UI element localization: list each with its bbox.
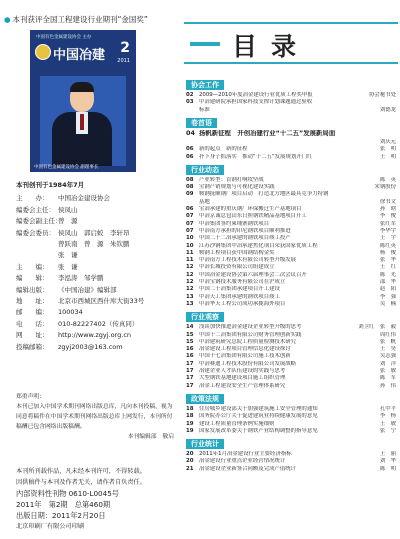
cover-caption: 中国有色金属建设协会 副理事长 bbox=[34, 165, 99, 170]
toc-page-number: 10 bbox=[186, 242, 194, 249]
toc-author: 徐书文 bbox=[379, 198, 396, 205]
magazine-logo-icon bbox=[35, 44, 51, 60]
toc-entry[interactable] bbox=[186, 154, 398, 161]
toc-author: 李 强 bbox=[379, 293, 396, 300]
toc-author: 王 宇 bbox=[379, 235, 396, 242]
toc-page-number: 07 bbox=[186, 227, 194, 234]
masthead-value: 《中国冶建》编辑部 bbox=[58, 285, 117, 294]
toc-title: 中国二十二冶承建的钢铁项目竣工投产 bbox=[199, 235, 291, 242]
toc-title: 中国十七冶集团有限公司施工技术创新 bbox=[199, 353, 291, 360]
toc-title: 冶金建设工程项目管理信息化建设探讨 bbox=[199, 346, 291, 353]
toc-author: 邵 华 bbox=[379, 279, 396, 285]
toc-entry[interactable] bbox=[186, 199, 398, 206]
masthead-row bbox=[16, 319, 176, 330]
toc-author: 张 敏 bbox=[379, 368, 396, 374]
masthead-key: 编辑出版： bbox=[16, 285, 49, 294]
toc-entry[interactable] bbox=[186, 346, 398, 353]
toc-title: 中冶华天工程公司成功承揽海外项目 bbox=[199, 300, 286, 307]
toc-page-number: 16 bbox=[186, 353, 194, 360]
toc-entry[interactable] bbox=[186, 139, 398, 146]
toc-entry[interactable] bbox=[186, 353, 398, 360]
toc-page-number: 06 bbox=[186, 206, 194, 212]
toc-page-number: 11 bbox=[186, 257, 194, 264]
toc-author: 张 华 bbox=[379, 257, 396, 264]
toc-page-number: 08 bbox=[186, 184, 194, 191]
masthead-value: 张 谦 bbox=[58, 262, 78, 271]
masthead-row bbox=[16, 239, 176, 250]
cover-image bbox=[30, 30, 136, 172]
masthead-row bbox=[16, 342, 176, 353]
toc-title: 产业转型：首钢打响攻坚战 bbox=[199, 176, 264, 183]
masthead-key: 编委会主任： bbox=[16, 205, 55, 214]
toc-author: 赵 阳 bbox=[379, 286, 396, 293]
award-banner-text: 本刊获评全国工程建设行业期刊“金国奖” bbox=[12, 15, 148, 24]
toc-author: 张 明 bbox=[379, 146, 396, 153]
masthead-key: 邮 编： bbox=[16, 308, 49, 317]
toc-title: 中冶建筑研究总院工程质量检测技术研究 bbox=[199, 338, 297, 345]
toc-entry[interactable] bbox=[186, 339, 398, 346]
toc-page-number: 15 bbox=[186, 331, 194, 338]
toc-title: 扬帆新征程 开创冶建行业“十二五”发展新局面 bbox=[199, 129, 336, 137]
toc-page-number: 12 bbox=[186, 271, 194, 278]
cover-issue-number: 2 bbox=[120, 40, 130, 56]
toc-page-number: 20 bbox=[186, 458, 194, 465]
toc-page-number: 09 bbox=[186, 191, 194, 198]
toc-author: 孙 晗 bbox=[379, 206, 396, 212]
toc-author: 孔中平 bbox=[379, 405, 396, 412]
toc-page-number: 13 bbox=[186, 300, 194, 307]
masthead-key: 编 辑： bbox=[16, 274, 49, 283]
toc-page-number: 07 bbox=[186, 213, 194, 220]
cover-year: 2011 bbox=[117, 58, 130, 64]
toc-entry[interactable] bbox=[186, 451, 398, 458]
toc-page-number: 10 bbox=[186, 235, 194, 242]
toc-author: 陈 光 bbox=[379, 271, 396, 278]
toc-page-number: 16 bbox=[186, 346, 194, 353]
toc-entry[interactable] bbox=[186, 301, 398, 308]
note-signature: 本刊编辑部 敬启 bbox=[127, 434, 174, 440]
masthead-value: 侯凤山 郭启蛟 李轩昂 bbox=[58, 228, 130, 237]
masthead-value: 侯凤山 bbox=[58, 205, 78, 214]
masthead-row bbox=[16, 250, 176, 261]
toc-entry[interactable] bbox=[186, 228, 398, 235]
toc-entry[interactable] bbox=[186, 383, 398, 390]
award-banner bbox=[4, 14, 148, 25]
toc-author: 王 丽 bbox=[379, 451, 396, 458]
toc-title: 标准 bbox=[199, 106, 210, 113]
toc-page-number: 07 bbox=[186, 220, 194, 227]
section-heading: 行业统计 bbox=[186, 439, 224, 449]
toc-title: 国务院办公厅关于促进建筑业持续健康发展的意见 bbox=[199, 413, 318, 420]
toc-author: 李 俊 bbox=[379, 213, 396, 220]
toc-author: 王 昊 bbox=[379, 346, 396, 353]
toc-title: 大型钢铁基地建设项目施工组织管理 bbox=[199, 375, 286, 382]
toc-page-number: 13 bbox=[186, 293, 194, 300]
toc-author: 宋钢股份 bbox=[374, 184, 396, 191]
toc-entry[interactable] bbox=[186, 250, 398, 257]
cover-supertitle: 中国有色金属建设协会 主办 bbox=[36, 35, 92, 40]
masthead-value: 010-82227402（传真同） bbox=[58, 319, 139, 328]
contents-column bbox=[180, 0, 400, 539]
toc-title: 冶金工程建设安全生产管理体系研究 bbox=[199, 382, 286, 389]
toc-page-number: 06 bbox=[186, 146, 194, 153]
toc-title: 建设工程质量管理条例实施细则 bbox=[199, 420, 275, 427]
toc-title: 中冶南方承担的印尼钢铁项目顺利推进 bbox=[199, 227, 291, 234]
masthead-value: zgyj2003@163.com bbox=[58, 342, 123, 351]
toc-title: 新的起点 新的征程 bbox=[199, 146, 248, 153]
toc-entry[interactable] bbox=[186, 324, 398, 331]
masthead-row bbox=[16, 273, 176, 284]
toc-author: 王 明 bbox=[379, 153, 396, 160]
toc-entry[interactable] bbox=[186, 332, 398, 339]
publication-info bbox=[16, 466, 146, 532]
toc-title: 2009—2010年度冶金建设行业优质工程奖申报 bbox=[199, 92, 313, 98]
masthead-column bbox=[0, 0, 178, 539]
toc-title: 冶金建设行业重点企业经营情况统计 bbox=[199, 458, 286, 465]
toc-title: 宝钢产销规划与可视化建设实践 bbox=[199, 184, 275, 191]
toc-entry[interactable] bbox=[186, 421, 398, 428]
issue-line: 2011年 第2期 总第460期 bbox=[16, 500, 111, 509]
note-title: 郑重声明： bbox=[16, 394, 45, 400]
masthead-value: 中国冶金建设协会 bbox=[58, 194, 110, 203]
toc-title: 国家发展改革委关于钢铁产业结构调整的指导意见 bbox=[199, 427, 318, 434]
header-accent-bar bbox=[190, 42, 220, 46]
toc-entry[interactable] bbox=[186, 206, 398, 213]
toc-title: 2011年1月冶金建设行业主要经济指标 bbox=[199, 451, 292, 458]
toc-entry[interactable] bbox=[186, 413, 398, 420]
toc-title: 鞍钢工程项目获中国钢结构金奖 bbox=[199, 249, 275, 256]
toc-entry[interactable] bbox=[186, 99, 398, 106]
toc-entry[interactable] bbox=[186, 375, 398, 382]
permit-number: 内部资料性刊物 0610-L0045号 bbox=[16, 489, 119, 498]
toc-title: 中国十二冶集团有限公司财务管理创新实践 bbox=[199, 331, 302, 338]
toc-entry[interactable] bbox=[186, 92, 398, 99]
toc-title: 冶建企业人才队伍建设的实践与思考 bbox=[199, 368, 286, 374]
toc-entry[interactable] bbox=[186, 279, 398, 286]
toc-page-number: 18 bbox=[186, 413, 194, 420]
toc-title: 宝冶承建的重庆钢厂环保搬迁生产基地项目 bbox=[199, 206, 302, 212]
section-heading: 卷首语 bbox=[186, 118, 217, 128]
toc-author: 刘 洋 bbox=[379, 360, 396, 367]
masthead-value: 李泓涛 邹学鹏 bbox=[58, 274, 104, 283]
masthead-row bbox=[16, 262, 176, 273]
publish-date: 出版日期：2011年2月20日 bbox=[16, 511, 106, 520]
toc-page-number: 04 bbox=[186, 129, 195, 137]
toc-author: 孙 伟 bbox=[379, 382, 396, 389]
toc-author: 刘卫红 张 毅 bbox=[358, 324, 396, 331]
contents-header bbox=[184, 22, 398, 64]
toc-entry[interactable] bbox=[186, 361, 398, 368]
toc-author: 陈 英 bbox=[379, 176, 396, 183]
cover-title: 中国冶建 bbox=[53, 48, 106, 63]
toc-entry[interactable] bbox=[186, 272, 398, 279]
portrait-tie bbox=[80, 114, 84, 130]
masthead-key: 主 编： bbox=[16, 262, 49, 271]
toc-page-number: 17 bbox=[186, 375, 194, 382]
toc-entry[interactable] bbox=[186, 235, 398, 242]
toc-title: 中冶天工集团承建的钢铁项目竣工 bbox=[199, 293, 280, 300]
toc-page-number: 06 bbox=[186, 153, 194, 160]
toc-entry[interactable] bbox=[186, 406, 398, 413]
masthead-info bbox=[16, 180, 176, 353]
toc-page-number: 17 bbox=[186, 360, 194, 367]
toc-author: 协会秘书处 bbox=[369, 92, 396, 98]
toc-title: 中冶长城投资有限公司组建成立 bbox=[199, 264, 275, 271]
toc-page-number: 03 bbox=[186, 99, 194, 106]
masthead-value: 100034 bbox=[58, 308, 83, 317]
toc-entry[interactable] bbox=[186, 213, 398, 220]
toc-author: 吴志强 bbox=[379, 353, 396, 360]
masthead-value: 张 谦 bbox=[58, 251, 78, 260]
toc-entry[interactable] bbox=[186, 177, 398, 184]
toc-author: 刘 华 bbox=[379, 458, 396, 465]
toc-page-number: 12 bbox=[186, 286, 194, 293]
masthead-key: 电 话： bbox=[16, 319, 49, 328]
toc-author: 刘庆元 bbox=[379, 138, 396, 145]
toc-title: 冶金建设企业新签合同额及完成产值统计 bbox=[199, 465, 297, 472]
toc-author: 吴 楠 bbox=[379, 300, 396, 307]
masthead-row bbox=[16, 228, 176, 239]
toc-title: 中冶赛迪工程技术股份有限公司发展战略 bbox=[199, 360, 297, 367]
toc-author: 李华宇 bbox=[379, 227, 396, 234]
toc-page-number: 18 bbox=[186, 405, 194, 412]
toc-entry[interactable] bbox=[186, 257, 398, 264]
toc-author: 刘德龙 bbox=[379, 106, 396, 113]
section-heading: 协会工作 bbox=[186, 80, 224, 90]
toc-title: 中冶集团签约柬埔寨钢铁项目 bbox=[199, 220, 270, 227]
toc-entry[interactable] bbox=[186, 264, 398, 271]
pub-line-2: 因供稿件与本刊及作者无关，请作者自负责任。 bbox=[16, 479, 146, 486]
toc-page-number: 17 bbox=[186, 368, 194, 374]
toc-entry[interactable] bbox=[186, 184, 398, 191]
toc-entry[interactable] bbox=[186, 130, 398, 137]
masthead-key: 编委会副主任： bbox=[16, 217, 62, 226]
toc-entry[interactable] bbox=[186, 466, 398, 473]
section-heading: 行业观察 bbox=[186, 312, 224, 322]
toc-title: 住房城乡建设部关于加强建筑施工安全管理的通知 bbox=[199, 405, 318, 412]
toc-author: 张红军 bbox=[379, 220, 396, 227]
masthead-row bbox=[16, 216, 176, 227]
masthead-row bbox=[16, 330, 176, 341]
printer-line: 北京印刷厂有限公司印刷 bbox=[16, 523, 85, 530]
toc-title: 浅谈加快推进冶金建设企业转型升级的思考 bbox=[199, 324, 302, 331]
masthead-value: 曾 源 bbox=[58, 217, 78, 226]
section-heading: 政策法规 bbox=[186, 394, 224, 404]
toc-entry[interactable] bbox=[186, 458, 398, 465]
toc-title: 中国二十冶集团承建项目开工建设 bbox=[199, 286, 280, 293]
masthead-value: 曾跃南 曾 源 朱钦鹏 bbox=[58, 240, 130, 249]
masthead-row bbox=[16, 285, 176, 296]
founding-note: 本刊创刊于1984年7月 bbox=[16, 181, 85, 189]
masthead-key: 网 址： bbox=[16, 331, 49, 340]
toc-entry[interactable] bbox=[186, 286, 398, 293]
masthead-key: 主 办： bbox=[16, 194, 49, 203]
masthead-row bbox=[16, 205, 176, 216]
toc-entry[interactable] bbox=[186, 294, 398, 301]
toc-entry[interactable] bbox=[186, 107, 398, 114]
toc-title: 扑下身子抓落实 推动“十二五”发展规划开门红 bbox=[199, 153, 313, 160]
toc-page-number: 12 bbox=[186, 264, 194, 271]
portrait-hair bbox=[70, 82, 94, 92]
toc-page-number: 19 bbox=[186, 427, 194, 434]
toc-page-number: 19 bbox=[186, 420, 194, 427]
toc-title: 中冶南方工程技术有限公司转型升级发展 bbox=[199, 257, 297, 264]
toc-author: 张 宁 bbox=[379, 427, 396, 434]
toc-title: 中冶建研院承担国家科技支撑计划课题通过验收 bbox=[199, 99, 313, 106]
toc-title: 鞍钢抚顺钢厂项目启动 打造北方地区最具竞争力特钢 bbox=[199, 191, 329, 198]
toc-author: 陈红英 bbox=[379, 242, 396, 249]
toc-title: 中国冶金建设协会第六届理事会二次会议召开 bbox=[199, 271, 307, 278]
masthead-row bbox=[16, 307, 176, 318]
bullet-icon: ● bbox=[4, 15, 11, 24]
masthead-row bbox=[16, 296, 176, 307]
toc-title: 江苏沙钢集团中冶承建焦化项目荣获国家优质工程 bbox=[199, 242, 318, 249]
toc-title: 中冶京诚总包山东日照钢铁精品基地项目开工 bbox=[199, 213, 307, 220]
toc-page-number: 14 bbox=[186, 324, 194, 331]
toc-page-number: 21 bbox=[186, 465, 194, 472]
section-heading: 行业动态 bbox=[186, 165, 224, 175]
masthead-key: 地 址： bbox=[16, 297, 49, 306]
note-body: 本刊已加入中国学术期刊网络出版总库，凡向本刊投稿，视为同意将稿件在中国学术期刊网络出版总库上网发行，本刊所付稿酬已包含网络出版稿酬。 bbox=[16, 404, 173, 430]
toc-page-number: 15 bbox=[186, 338, 194, 345]
contents-title: 目录 bbox=[232, 32, 311, 61]
toc-page-number: 02 bbox=[186, 92, 194, 98]
toc-author: 张 帆 bbox=[379, 338, 396, 345]
toc-author: 陈 军 bbox=[379, 375, 396, 382]
toc-entry[interactable] bbox=[186, 428, 398, 435]
toc-entry[interactable] bbox=[186, 146, 398, 153]
toc-author: 陈 明 bbox=[379, 465, 396, 472]
toc-entry[interactable] bbox=[186, 191, 398, 198]
masthead-key: 编委会委员： bbox=[16, 228, 55, 237]
toc-entry[interactable] bbox=[186, 243, 398, 250]
toc-title: 基地 bbox=[199, 198, 210, 205]
toc-author: 王 红 bbox=[379, 264, 396, 271]
masthead-value: http://www.zgyj.org.cn bbox=[58, 331, 132, 340]
toc-page-number: 11 bbox=[186, 249, 194, 256]
toc-page-number: 12 bbox=[186, 279, 194, 285]
masthead-key: 投稿邮箱： bbox=[16, 342, 49, 351]
toc-page-number: 17 bbox=[186, 382, 194, 389]
pub-line-1: 本刊所刊载作品，凡未经本刊许可，不得转载。 bbox=[16, 468, 146, 475]
toc-page-number: 20 bbox=[186, 451, 194, 458]
masthead-row bbox=[16, 193, 176, 204]
masthead-value: 北京市西城区西什库大街33号 bbox=[58, 297, 145, 306]
toc-author: 李 杨 bbox=[379, 413, 396, 420]
toc-page-number: 08 bbox=[186, 176, 194, 183]
copyright-note bbox=[16, 392, 174, 442]
toc-title: 中冶宝钢技术服务有限公司在沪成立 bbox=[199, 279, 286, 285]
cover-portrait bbox=[40, 76, 126, 166]
toc-entry[interactable] bbox=[186, 368, 398, 375]
toc-author: 王 敏 bbox=[379, 420, 396, 427]
toc-entry[interactable] bbox=[186, 221, 398, 228]
toc-author: 杨 俊 bbox=[379, 249, 396, 256]
toc-author: 周红伟 bbox=[379, 331, 396, 338]
